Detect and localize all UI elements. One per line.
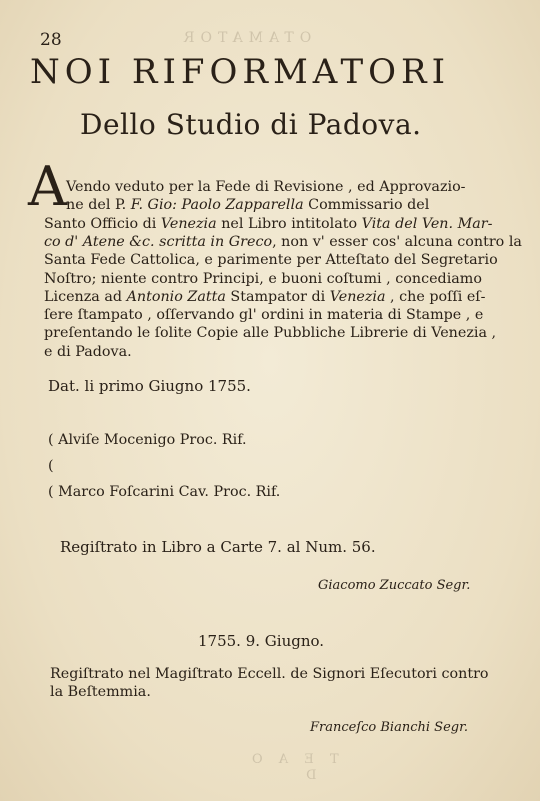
- registration-note-1: Regiſtrato in Libro a Carte 7. al Num. 56.: [60, 538, 376, 556]
- bleed-through-text-bottom: T E A O: [246, 752, 339, 767]
- text-segment: Santa Fede Cattolica, e parimente per Atteſtato del Segretario: [44, 252, 498, 269]
- text-segment: ſere ſtampato , oſſervando gl' ordini in materia di Stampe , e: [44, 307, 484, 324]
- body-line: [44, 324, 496, 342]
- text-segment: preſentando le ſolite Copie alle Pubbliche Librerie di Venezia ,: [44, 325, 497, 342]
- page-subtitle: Dello Studio di Padova.: [80, 108, 422, 141]
- registration-note-2-line-1: Regiſtrato nel Magiſtrato Eccell. de Signori Eſecutori contro: [50, 666, 489, 682]
- bleed-through-text-bottom-2: D: [300, 768, 317, 783]
- text-segment: , non v' esser cos' alcuna contro la: [272, 233, 522, 250]
- drop-cap: A: [28, 155, 67, 218]
- signature-line-2: (: [48, 458, 54, 474]
- italic-segment: Venezia: [160, 215, 217, 232]
- page-title: NOI RIFORMATORI: [30, 52, 451, 92]
- registration-note-2-line-2: la Beſtemmia.: [50, 684, 151, 700]
- italic-segment: F. Gio: Paolo Zapparella: [130, 197, 304, 214]
- text-segment: Stampator di: [225, 288, 330, 305]
- body-line: [66, 196, 429, 214]
- signature-line-1: ( Alviſe Mocenigo Proc. Rif.: [48, 432, 247, 448]
- text-segment: Noſtro; niente contro Principi, e buoni coſtumi , concediamo: [44, 270, 482, 287]
- body-line: [44, 215, 492, 233]
- body-line: [44, 343, 132, 361]
- body-line: [44, 233, 522, 251]
- italic-segment: Antonio Zatta: [126, 288, 226, 305]
- secretary-signature-1: Giacomo Zuccato Segr.: [318, 578, 471, 593]
- date-line-2: 1755. 9. Giugno.: [198, 632, 325, 650]
- date-line: Dat. li primo Giugno 1755.: [48, 377, 251, 395]
- text-segment: ne del P.: [66, 197, 131, 214]
- text-segment: Santo Officio di: [44, 215, 161, 232]
- text-segment: Licenza ad: [44, 288, 127, 305]
- body-line: [44, 288, 485, 306]
- text-segment: nel Libro intitolato: [216, 215, 362, 232]
- text-segment: Vendo veduto per la Fede di Revisione , ed Approvazio-: [66, 179, 466, 195]
- page-number: 28: [40, 30, 62, 50]
- body-line: [44, 270, 482, 288]
- text-segment: , che poſſi eſ-: [385, 288, 486, 305]
- text-segment: Commissario del: [303, 197, 430, 214]
- body-line: [44, 306, 483, 324]
- bleed-through-text-top: OTAMATOR: [178, 30, 312, 46]
- signature-line-3: ( Marco Foſcarini Cav. Proc. Rif.: [48, 484, 281, 500]
- italic-segment: Venezia: [329, 288, 386, 305]
- italic-segment: Vita del Ven. Mar-: [361, 215, 493, 232]
- text-segment: e di Padova.: [44, 343, 132, 360]
- italic-segment: co d' Atene &c. scritta in Greco: [44, 233, 273, 250]
- secretary-signature-2: Franceſco Bianchi Segr.: [310, 720, 468, 735]
- body-line: [44, 251, 498, 269]
- body-line: [66, 178, 466, 196]
